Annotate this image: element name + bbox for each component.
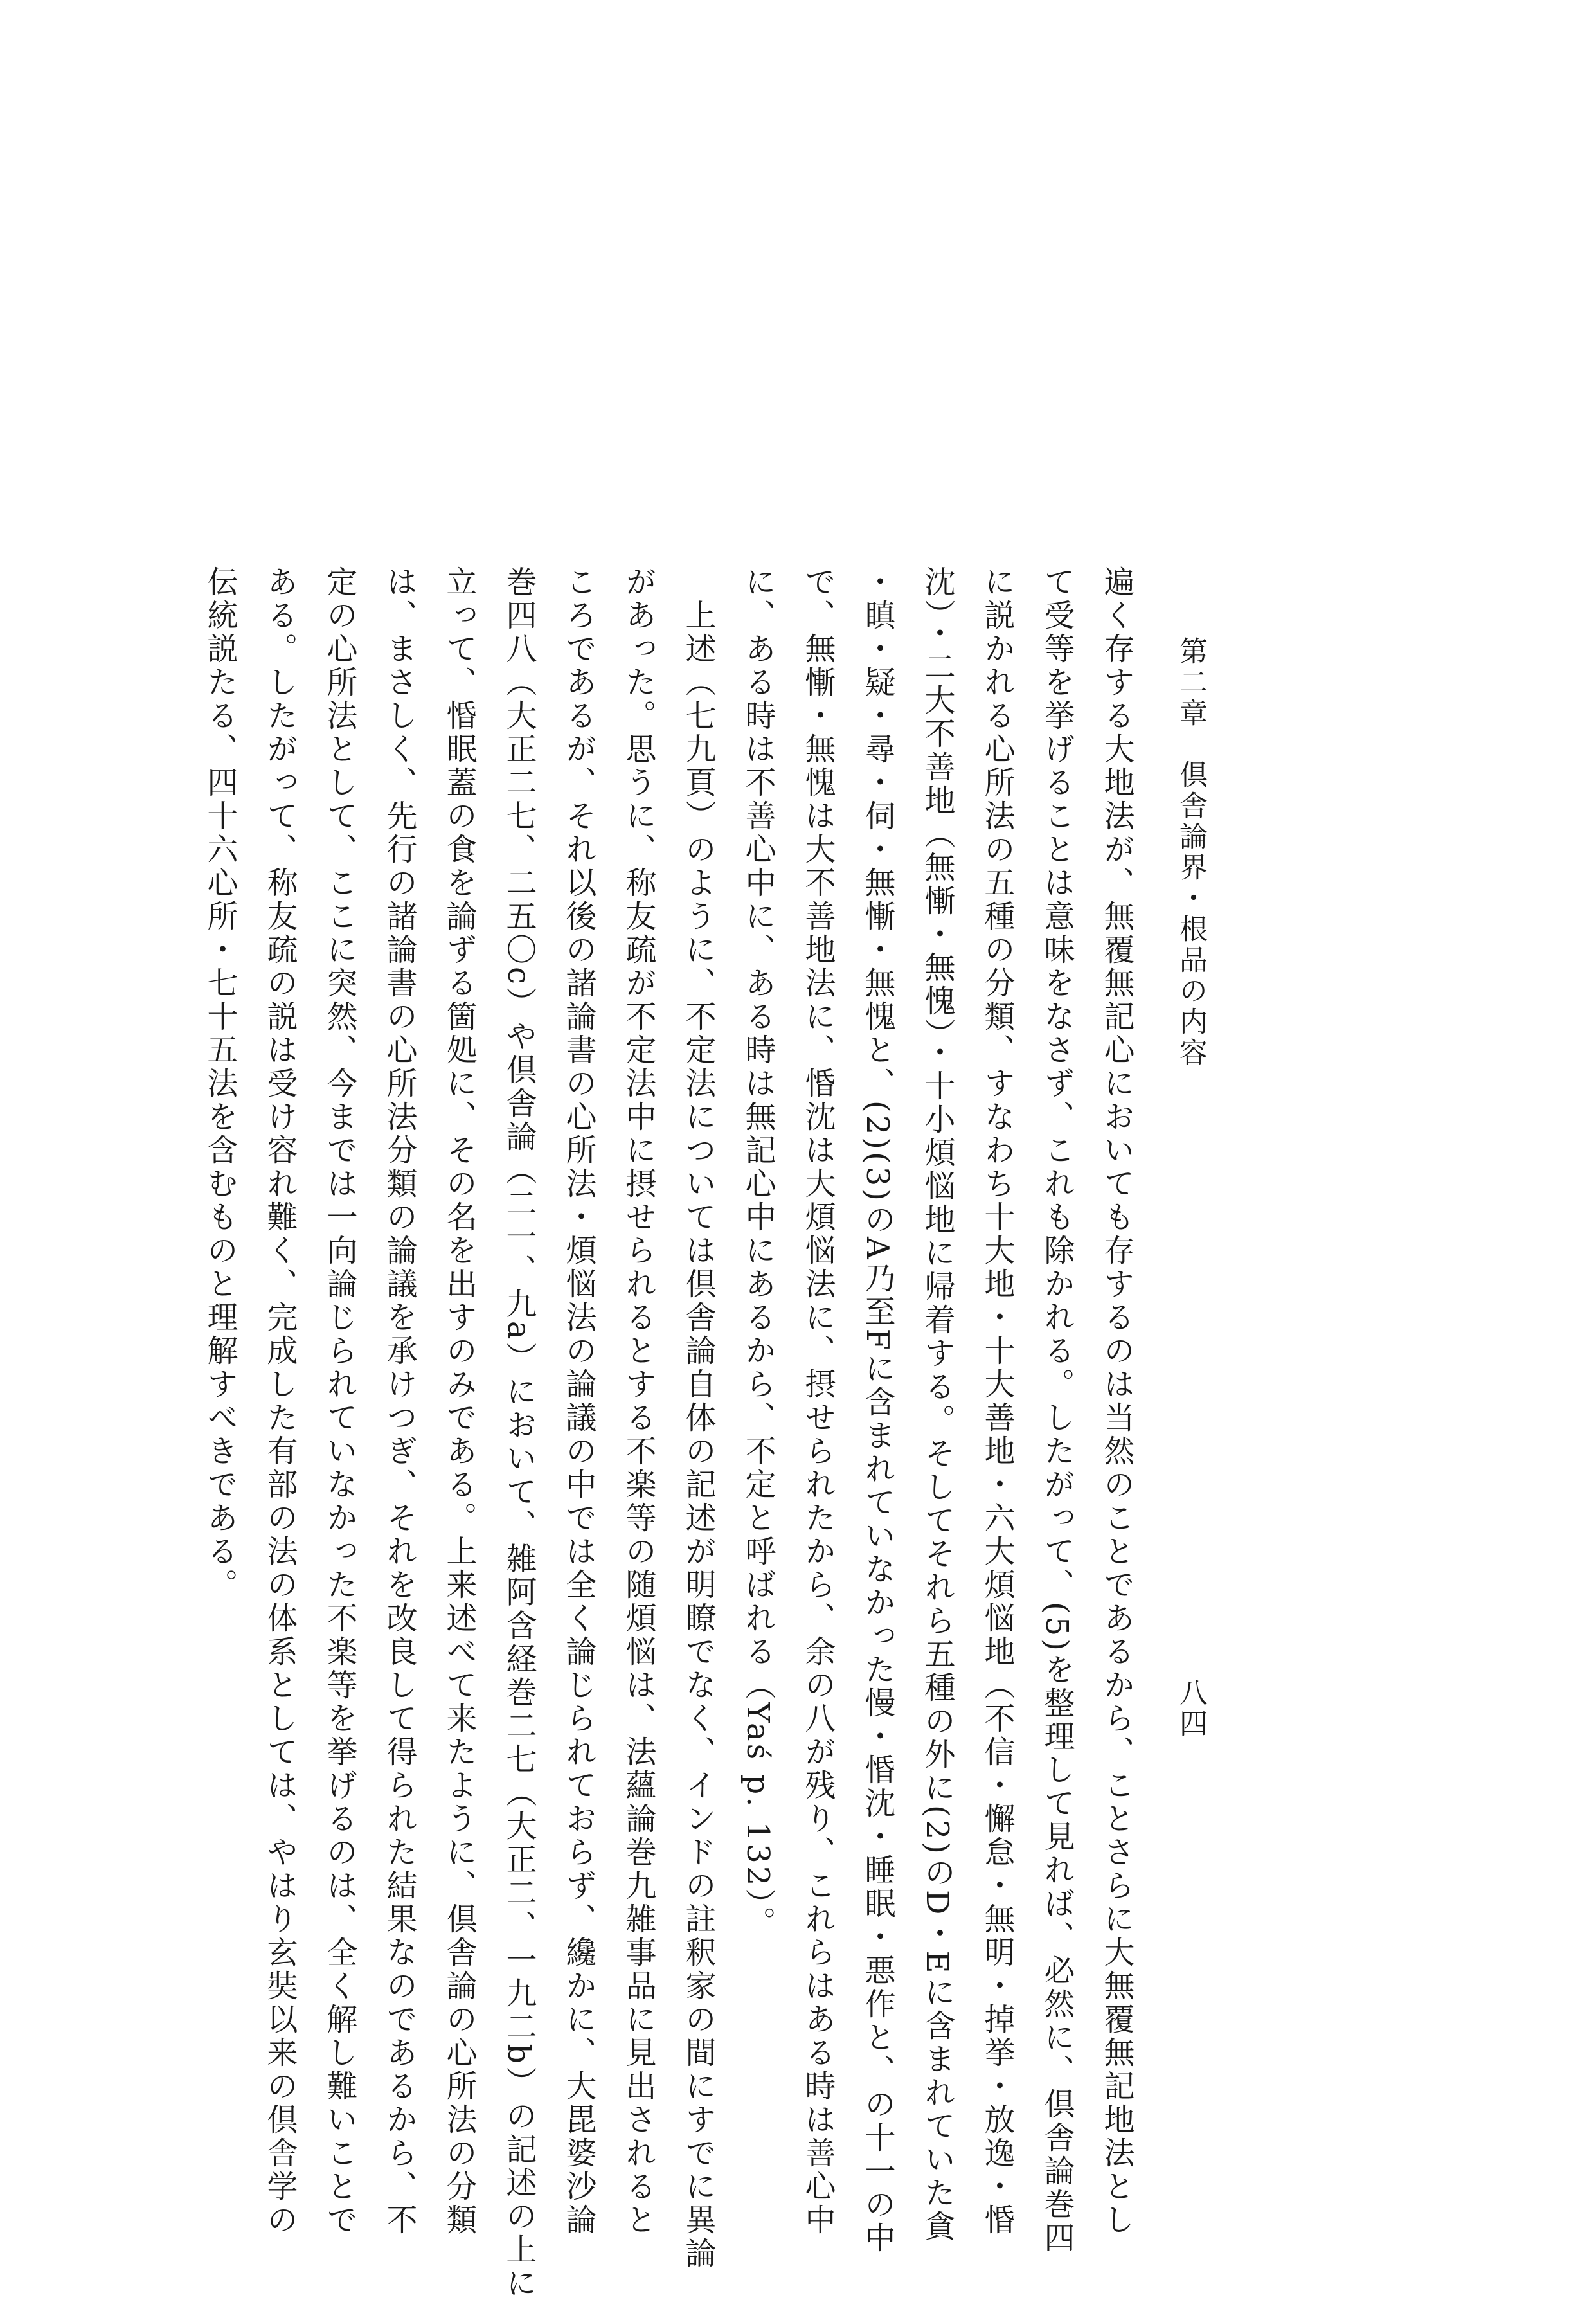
body-text [190, 566, 1146, 2300]
text-line: ・瞋・疑・尋・伺・無慚・無愧と、(2)(3)のA乃至Fに含まれていなかった慢・惛沈・睡眠・悪作と、の十一の中 [859, 566, 895, 2255]
text-line: で、無慚・無愧は大不善地法に、惛沈は大煩悩法に、摂せられたから、余の八が残り、これらはある時は善心中 [800, 566, 836, 2237]
text-line: 遍く存する大地法が、無覆無記心においても存するのは当然のことであるから、ことさらに大無覆無記地法とし [1098, 566, 1134, 2237]
text-line: があった。思うに、称友疏が不定法中に摂せられるとする不楽等の随煩悩は、法蘊論巻九雑事品に見出されると [620, 566, 656, 2237]
text-line: に、ある時は不善心中に、ある時は無記心中にあるから、不定と呼ばれる（Yaś p. 132）。 [740, 566, 776, 1940]
text-line: 伝統説たる、四十六心所・七十五法を含むものと理解すべきである。 [202, 566, 238, 1602]
running-header: 第二章 倶舎論界・根品の内容 [1174, 636, 1207, 1068]
text-line: 巻四八（大正二七、二五〇c）や倶舎論（二一、九a）において、雑阿含経巻二七（大正二、一九二b）の記述の上に [501, 566, 537, 2300]
text-line: 沈）・二大不善地（無慚・無愧）・十小煩悩地に帰着する。そしてそれら五種の外に(2)のD・Eに含まれていた貪 [919, 566, 955, 2243]
text-line: ある。したがって、称友疏の説は受け容れ難く、完成した有部の法の体系としては、やはり玄奘以来の倶舎学の [262, 566, 298, 2237]
text-line: 定の心所法として、ここに突然、今までは一向論じられていなかった不楽等を挙げるのは、全く解し難いことで [321, 566, 357, 2237]
text-line: は、まさしく、先行の諸論書の心所法分類の論議を承けつぎ、それを改良して得られた結果なのであるから、不 [381, 566, 417, 2237]
text-line: 上述（七九頁）のように、不定法については倶舎論自体の記述が明瞭でなく、インドの註釈家の間にすでに異論 [680, 566, 716, 2270]
text-line: て受等を挙げることは意味をなさず、これも除かれる。したがって、(5)を整理して見れば、必然に、倶舎論巻四 [1039, 566, 1075, 2255]
text-line: ころであるが、それ以後の諸論書の心所法・煩悩法の論議の中では全く論じられておらず、纔かに、大毘婆沙論 [560, 566, 596, 2237]
text-line: 立って、惛眠蓋の食を論ずる箇処に、その名を出すのみである。上来述べて来たように、倶舎論の心所法の分類 [441, 566, 477, 2237]
page-number: 八四 [1174, 1678, 1207, 1739]
text-line: に説かれる心所法の五種の分類、すなわち十大地・十大善地・六大煩悩地（不信・懈怠・無明・掉挙・放逸・惛 [979, 566, 1015, 2237]
